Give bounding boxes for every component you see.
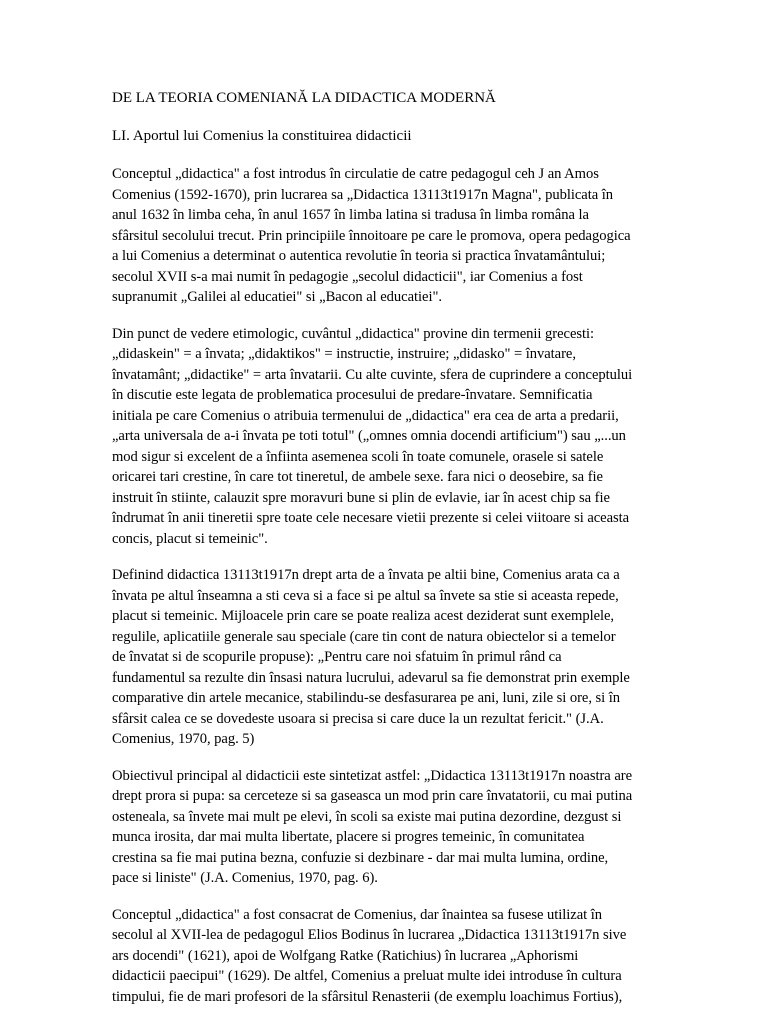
text-line: învata pe altul înseamna a sti ceva si a face si pe altul sa învete sa stie si aceasta repede, — [112, 587, 619, 604]
text-line: a lui Comenius a determinat o autentica revolutie în teoria si practica învatamântului; — [112, 248, 606, 264]
paragraph-4 — [112, 766, 672, 889]
text-line: Conceptul „didactica" a fost consacrat de Comenius, dar înaintea sa fusese utilizat în — [112, 906, 602, 923]
text-line: concis, placut si temeinic". — [112, 530, 268, 547]
text-line: sfârsitul secolului trecut. Prin principiile înnoitoare pe care le promova, opera pedagogica — [112, 227, 631, 244]
text-line: secolul XVII s-a mai numit în pedagogie „secolul didacticii", iar Comenius a fost — [112, 268, 583, 285]
paragraph-2 — [112, 324, 672, 550]
text-line: placut si temeinic. Mijloacele prin care se poate realiza acest deziderat sunt exemplele, — [112, 608, 615, 624]
text-line: instruit în stiinte, calauzit spre moravuri bune si plin de evlavie, iar în acest chip sa fie — [112, 489, 610, 506]
text-line: de învatat si de scopurile propuse): „Pentru care noi sfatuim în primul rând ca — [112, 649, 562, 665]
text-line: munca irosita, dar mai multa libertate, placere si progres temeinic, în comunitatea — [112, 829, 585, 845]
text-line: Definind didactica 13113t1917n drept arta de a învata pe altii bine, Comenius arata ca a — [112, 567, 620, 583]
text-line: „arta universala de a-i învata pe toti totul" („omnes omnia docendi artificium") sau „...un — [112, 428, 626, 444]
document-content — [112, 88, 672, 1023]
text-line: îndrumat în anii tineretii spre toate cele necesare vietii prezente si celei viitoare si aceasta — [112, 510, 630, 526]
section-subtitle: LI. Aportul lui Comenius la constituirea didacticii — [112, 128, 412, 144]
text-line: Comenius (1592-1670), prin lucrarea sa „Didactica 13113t1917n Magna", publicata în — [112, 186, 614, 203]
text-line: anul 1632 în limba ceha, în anul 1657 în limba latina si tradusa în limba româna la — [112, 207, 589, 223]
text-line: Din punct de vedere etimologic, cuvântul „didactica" provine din termenii grecesti: — [112, 325, 595, 342]
text-line: mod sigur si excelent de a înfiinta asemenea scoli în toate comunele, orasele si satele — [112, 448, 604, 465]
text-line: sfârsit calea ce se dovedeste usoara si precisa si care duce la un rezultat fericit." (J.A. — [112, 710, 604, 727]
text-line: fundamentul sa rezulte din însasi natura lucrului, adevarul sa fie demonstrat prin exemple — [112, 669, 630, 686]
text-line: timpului, fie de mari profesori de la sfârsitul Renasterii (de exemplu loachimus Fortius), — [112, 988, 623, 1005]
paragraph-1 — [112, 164, 672, 308]
paragraph-5 — [112, 905, 672, 1008]
text-line: osteneala, sa învete mai mult pe elevi, în scoli sa existe mai putina dezordine, dezgust si — [112, 808, 622, 825]
text-line: crestina sa fie mai putina bezna, confuzie si dezbinare - dar mai multa lumina, ordine, — [112, 849, 609, 866]
document-title: DE LA TEORIA COMENIANĂ LA DIDACTICA MODERNĂ — [112, 90, 496, 106]
text-line: didacticii paecipui" (1629). De altfel, Comenius a preluat multe idei introduse în cultura — [112, 968, 622, 984]
text-line: comparative din artele mecanice, stabilindu-se desfasurarea pe ani, luni, zile si ore, si în — [112, 690, 621, 706]
text-line: „didaskein" = a învata; „didaktikos" = instructie, instruire; „didasko" = învatare, — [112, 346, 576, 362]
text-line: Conceptul „didactica" a fost introdus în circulatie de catre pedagogul ceh J an Amos — [112, 166, 599, 182]
text-line: Obiectivul principal al didacticii este sintetizat astfel: „Didactica 13113t1917n noastra are — [112, 767, 632, 784]
text-line: initiala pe care Comenius o atribuia termenului de „didactica" era cea de arta a predarii, — [112, 407, 619, 424]
paragraph-3 — [112, 565, 672, 750]
text-line: drept prora si pupa: sa cerceteze si sa gaseasca un mod prin care învatatorii, cu mai putina — [112, 788, 633, 804]
text-line: secolul al XVII-lea de pedagogul Elios Bodinus în lucrarea „Didactica 13113t1917n sive — [112, 927, 627, 943]
text-line: pace si liniste" (J.A. Comenius, 1970, pag. 6). — [112, 870, 378, 886]
text-line: învatamânt; „didactike" = arta învatarii. Cu alte cuvinte, sfera de cuprindere a conceptului — [112, 366, 633, 383]
text-line: ars docendi" (1621), apoi de Wolfgang Ratke (Ratichius) în lucrarea „Aphorismi — [112, 947, 579, 964]
text-line: Comenius, 1970, pag. 5) — [112, 731, 255, 747]
text-line: regulile, aplicatiile generale sau speciale (care tin cont de natura obiectelor si a temelor — [112, 628, 616, 645]
text-line: în discutie este legata de problematica procesului de predare-învatare. Semnificatia — [112, 387, 593, 403]
text-line: supranumit „Galilei al educatiei" si „Bacon al educatiei". — [112, 289, 442, 305]
text-line: oricarei tari crestine, în care tot tineretul, de ambele sexe. fara nici o deosebire, sa fie — [112, 469, 603, 485]
